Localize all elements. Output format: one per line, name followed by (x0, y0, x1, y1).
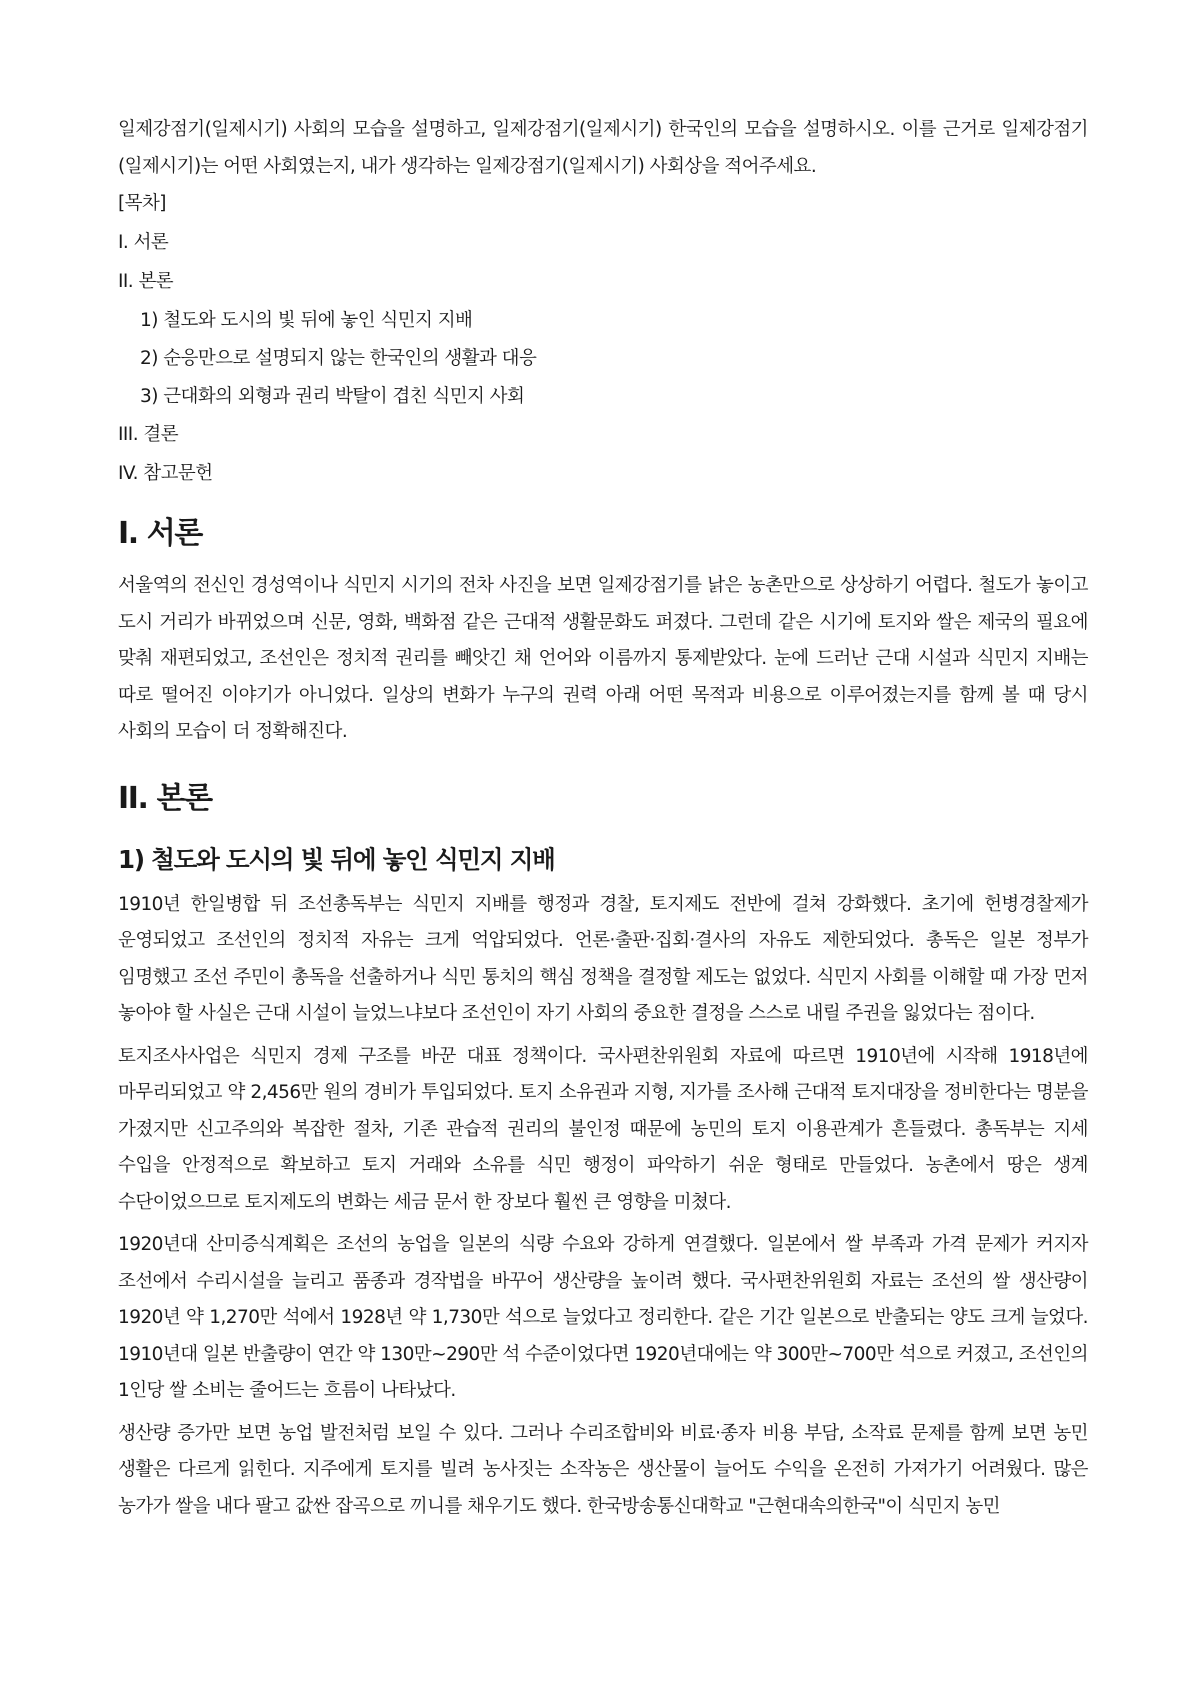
intro-heading: I. 서론 (118, 516, 202, 551)
body-paragraph: 1910년 한일병합 뒤 조선총독부는 식민지 지배를 행정과 경찰, 토지제도 전반에 걸쳐 강화했다. 초기에 헌병경찰제가 운영되었고 조선인의 정치적 자유는 크게 억압되었다. 언론·출판·집회·결사의 자유도 제한되었다. 총독은 일본 정부가 임명했고 조선 주민이 총독을 선출하거나 식민 통치의 핵심 정책을 결정할 제도는 없었다. 식민지 사회를 이해할 때 가장 먼저 놓아야 할 사실은 근대 시설이 늘었느냐보다 조선인이 자기 사회의 중요한 결정을 스스로 내릴 주권을 잃었다는 점이다. (118, 893, 1088, 1024)
body-paragraph: 생산량 증가만 보면 농업 발전처럼 보일 수 있다. 그러나 수리조합비와 비료·종자 비용 부담, 소작료 문제를 함께 보면 농민 생활은 다르게 읽힌다. 지주에게 토지를 빌려 농사짓는 소작농은 생산물이 늘어도 수익을 온전히 가져가기 어려웠다. 많은 농가가 쌀을 내다 팔고 값싼 잡곡으로 끼니를 채우기도 했다. 한국방송통신대학교 "근현대속의한국"이 식민지 농민 (118, 1422, 1088, 1517)
body-paragraph: 1920년대 산미증식계획은 조선의 농업을 일본의 식량 수요와 강하게 연결했다. 일본에서 쌀 부족과 가격 문제가 커지자 조선에서 수리시설을 늘리고 품종과 경작법을 바꾸어 생산량을 높이려 했다. 국사편찬위원회 자료는 조선의 쌀 생산량이 1920년 약 1,270만 석에서 1928년 약 1,730만 석으로 늘었다고 정리한다. 같은 기간 일본으로 반출되는 양도 크게 늘었다. 1910년대 일본 반출량이 연간 약 130만~290만 석 수준이었다면 1920년대에는 약 300만~700만 석으로 커졌고, 조선인의 1인당 쌀 소비는 줄어드는 흐름이 나타났다. (118, 1234, 1088, 1401)
toc-item: III. 결론 (118, 424, 179, 445)
assignment-prompt: 일제강점기(일제시기) 사회의 모습을 설명하고, 일제강점기(일제시기) 한국인의 모습을 설명하시오. 이를 근거로 일제강점기(일제시기)는 어떤 사회였는지, 내가 생각하는 일제강점기(일제시기) 사회상을 적어주세요. (118, 119, 1088, 177)
toc-subitem: 2) 순응만으로 설명되지 않는 한국인의 생활과 대응 (140, 348, 537, 369)
toc-item: IV. 참고문헌 (118, 463, 213, 484)
body-heading: II. 본론 (118, 780, 212, 816)
toc-subitem: 3) 근대화의 외형과 권리 박탈이 겹친 식민지 사회 (140, 386, 525, 407)
toc-heading: [목차] (118, 193, 166, 214)
table-of-contents (118, 191, 1088, 486)
toc-item: I. 서론 (118, 232, 169, 253)
toc-subitem: 1) 철도와 도시의 빛 뒤에 놓인 식민지 지배 (140, 310, 473, 331)
body-paragraph: 토지조사사업은 식민지 경제 구조를 바꾼 대표 정책이다. 국사편찬위원회 자료에 따르면 1910년에 시작해 1918년에 마무리되었고 약 2,456만 원의 경비가 투입되었다. 토지 소유권과 지형, 지가를 조사해 근대적 토지대장을 정비한다는 명분을 가졌지만 신고주의와 복잡한 절차, 기존 관습적 권리의 불인정 때문에 농민의 토지 이용관계가 흔들렸다. 총독부는 지세 수입을 안정적으로 확보하고 토지 거래와 소유를 식민 행정이 파악하기 쉬운 형태로 만들었다. 농촌에서 땅은 생계 수단이었으므로 토지제도의 변화는 세금 문서 한 장보다 훨씬 큰 영향을 미쳤다. (118, 1045, 1088, 1213)
toc-item: II. 본론 (118, 271, 174, 292)
intro-paragraph: 서울역의 전신인 경성역이나 식민지 시기의 전차 사진을 보면 일제강점기를 낡은 농촌만으로 상상하기 어렵다. 철도가 놓이고 도시 거리가 바뀌었으며 신문, 영화, 백화점 같은 근대적 생활문화도 퍼졌다. 그런데 같은 시기에 토지와 쌀은 제국의 필요에 맞춰 재편되었고, 조선인은 정치적 권리를 빼앗긴 채 언어와 이름까지 통제받았다. 눈에 드러난 근대 시설과 식민지 지배는 따로 떨어진 이야기가 아니었다. 일상의 변화가 누구의 권력 아래 어떤 목적과 비용으로 이루어졌는지를 함께 볼 때 당시 사회의 모습이 더 정확해진다. (118, 575, 1088, 742)
section1-heading: 1) 철도와 도시의 빛 뒤에 놓인 식민지 지배 (118, 844, 555, 874)
document-page (118, 112, 1088, 1531)
